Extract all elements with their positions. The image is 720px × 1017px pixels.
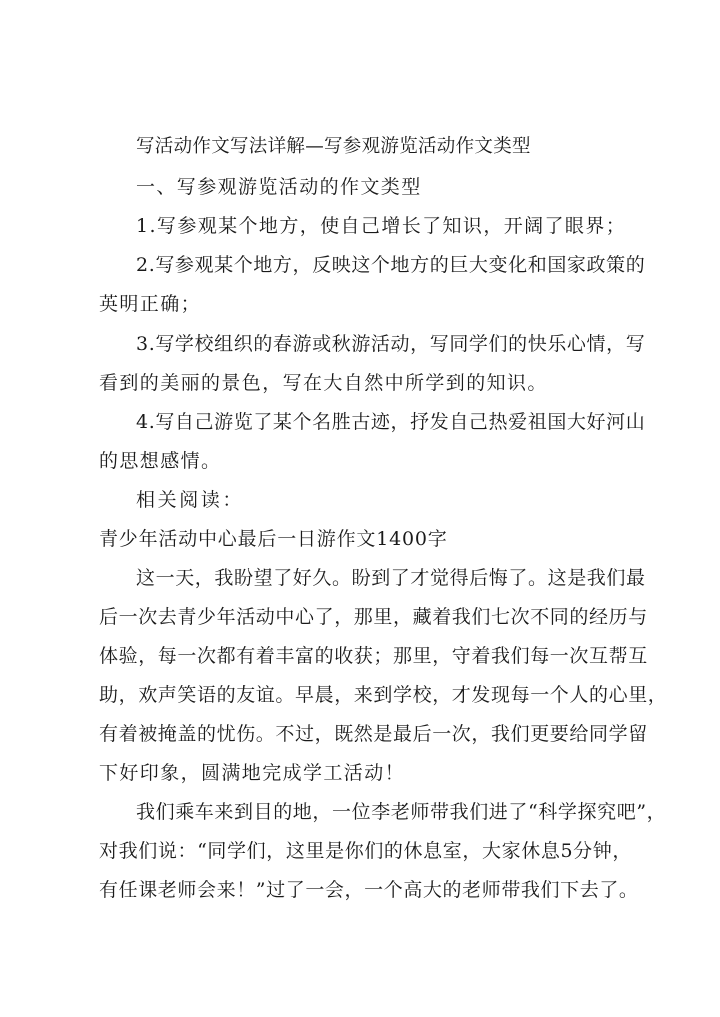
essay-line: 有着被掩盖的忧伤。不过，既然是最后一次，我们更要给同学留 xyxy=(99,723,648,745)
essay-line: 下好印象，圆满地完成学工活动！ xyxy=(99,762,406,784)
related-reading-label: 相关阅读： xyxy=(136,489,245,511)
list-item-continuation: 看到的美丽的景色，写在大自然中所学到的知识。 xyxy=(99,372,548,394)
document-title: 写活动作文写法详解—写参观游览活动作文类型 xyxy=(136,136,531,157)
essay-line: 对我们说：“同学们，这里是你们的休息室，大家休息5分钟， xyxy=(99,840,632,862)
essay-line: 后一次去青少年活动中心了，那里，藏着我们七次不同的经历与 xyxy=(99,606,648,628)
list-item-continuation: 英明正确； xyxy=(99,293,202,315)
essay-title: 青少年活动中心最后一日游作文1400字 xyxy=(99,528,448,550)
essay-line: 这一天，我盼望了好久。盼到了才觉得后悔了。这是我们最 xyxy=(136,567,646,589)
section-heading: 一、写参观游览活动的作文类型 xyxy=(136,176,422,198)
essay-line: 体验，每一次都有着丰富的收获；那里，守着我们每一次互帮互 xyxy=(99,645,648,667)
essay-line: 有任课老师会来！”过了一会，一个高大的老师带我们下去了。 xyxy=(99,879,639,901)
list-item: 1.写参观某个地方，使自己增长了知识，开阔了眼界； xyxy=(136,215,627,237)
essay-line: 我们乘车来到目的地，一位李老师带我们进了“科学探究吧”， xyxy=(136,801,667,823)
list-item: 4.写自己游览了某个名胜古迹，抒发自己热爱祖国大好河山 xyxy=(136,411,646,433)
essay-line: 助，欢声笑语的友谊。早晨，来到学校，才发现每一个人的心里， xyxy=(99,684,668,706)
list-item: 2.写参观某个地方，反映这个地方的巨大变化和国家政策的 xyxy=(136,254,646,276)
list-item-continuation: 的思想感情。 xyxy=(99,450,222,472)
list-item: 3.写学校组织的春游或秋游活动，写同学们的快乐心情，写 xyxy=(136,333,646,355)
